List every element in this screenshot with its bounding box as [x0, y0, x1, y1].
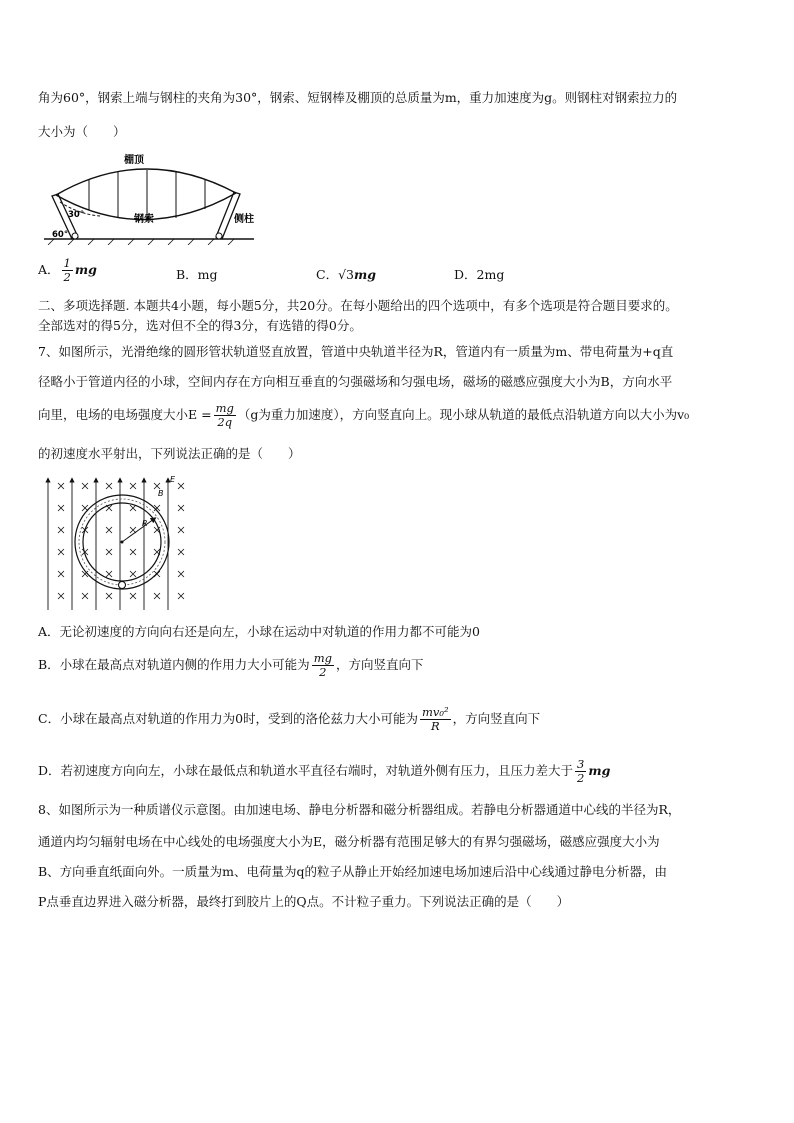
q6-figure — [44, 150, 254, 245]
q7-option-a: A．无论初速度的方向向右还是向左，小球在运动中对轨道的作用力都不可能为0 — [38, 624, 480, 639]
q8-stem-line2: 通道内均匀辐射电场在中心线处的电场强度大小为E，磁分析器有范围足够大的有界匀强磁场，磁感应强度大小为 — [38, 834, 660, 849]
q8-stem-line1: 8、如图所示为一种质谱仪示意图。由加速电场、静电分析器和磁分析器组成。若静电分析器通道中心线的半径为R， — [38, 802, 681, 817]
q7-figure — [42, 474, 192, 614]
q7-stem-line4: 的初速度水平射出，下列说法正确的是（ ） — [38, 446, 301, 461]
q6-option-a: A． $\frac{1}{2}$ mg — [38, 256, 97, 284]
q8-stem-line3: B、方向垂直纸面向外。一质量为m、电荷量为q的粒子从静止开始经加速电场加速后沿中心线通过静电分析器，由 — [38, 864, 668, 879]
label-60-degrees: 60° — [52, 230, 69, 240]
q7-option-b: B．小球在最高点对轨道内侧的作用力大小可能为 $\frac{mg}{2}$ ，方向竖直向下 — [38, 651, 424, 679]
label-b-field: B — [158, 489, 164, 498]
q6-stem-line2: 大小为（ ） — [38, 124, 126, 139]
q6-stem-line1: 角为60°，钢索上端与钢柱的夹角为30°，钢索、短钢棒及棚顶的总质量为m，重力加速度为g。则钢柱对钢索拉力的 — [38, 90, 678, 105]
label-cable: 钢索 — [134, 214, 154, 225]
label-e-field: E — [170, 475, 176, 484]
section2-header-line2: 全部选对的得5分，选对但不全的得3分，有选错的得0分。 — [38, 318, 362, 333]
q7-option-c: C．小球在最高点对轨道的作用力为0时，受到的洛伦兹力大小可能为 $\frac{\text{mv₀²}}{R}$ ，方向竖直向下 — [38, 705, 541, 733]
q7-stem-line2: 径略小于管道内径的小球，空间内存在方向相互垂直的匀强磁场和匀强电场，磁场的磁感应强度大小为B，方向水平 — [38, 374, 673, 389]
q7-option-d: D．若初速度方向向左，小球在最低点和轨道水平直径右端时，对轨道外侧有压力，且压力差大于 $\frac{3}{2}$ mg — [38, 757, 611, 785]
label-30-degrees: 30° — [68, 210, 85, 220]
roof-arc — [56, 169, 236, 195]
q6-option-c: C．√3mg — [316, 267, 376, 282]
q6-option-b: B．mg — [176, 267, 218, 282]
section2-header-line1: 二、多项选择题. 本题共4小题，每小题5分，共20分。在每小题给出的四个选项中，有多个选项是符合题目要求的。 — [38, 298, 678, 313]
label-radius: R — [142, 519, 148, 528]
q7-stem-line1: 7、如图所示，光滑绝缘的圆形管状轨道竖直放置，管道中央轨道半径为R，管道内有一质量为m、带电荷量为+q直 — [38, 344, 674, 359]
q7-stem-line3: 向里，电场的电场强度大小E = $\frac{mg}{2q}$ （g为重力加速度），方向竖直向上。现小球从轨道的最低点沿轨道方向以大小为v₀ — [38, 401, 690, 429]
label-pillar: 侧柱 — [234, 214, 254, 225]
q8-stem-line4: P点垂直边界进入磁分析器，最终打到胶片上的Q点。不计粒子重力。下列说法正确的是（ ） — [38, 894, 570, 909]
label-roof: 棚顶 — [124, 155, 144, 166]
q6-option-d: D．2mg — [454, 267, 505, 282]
